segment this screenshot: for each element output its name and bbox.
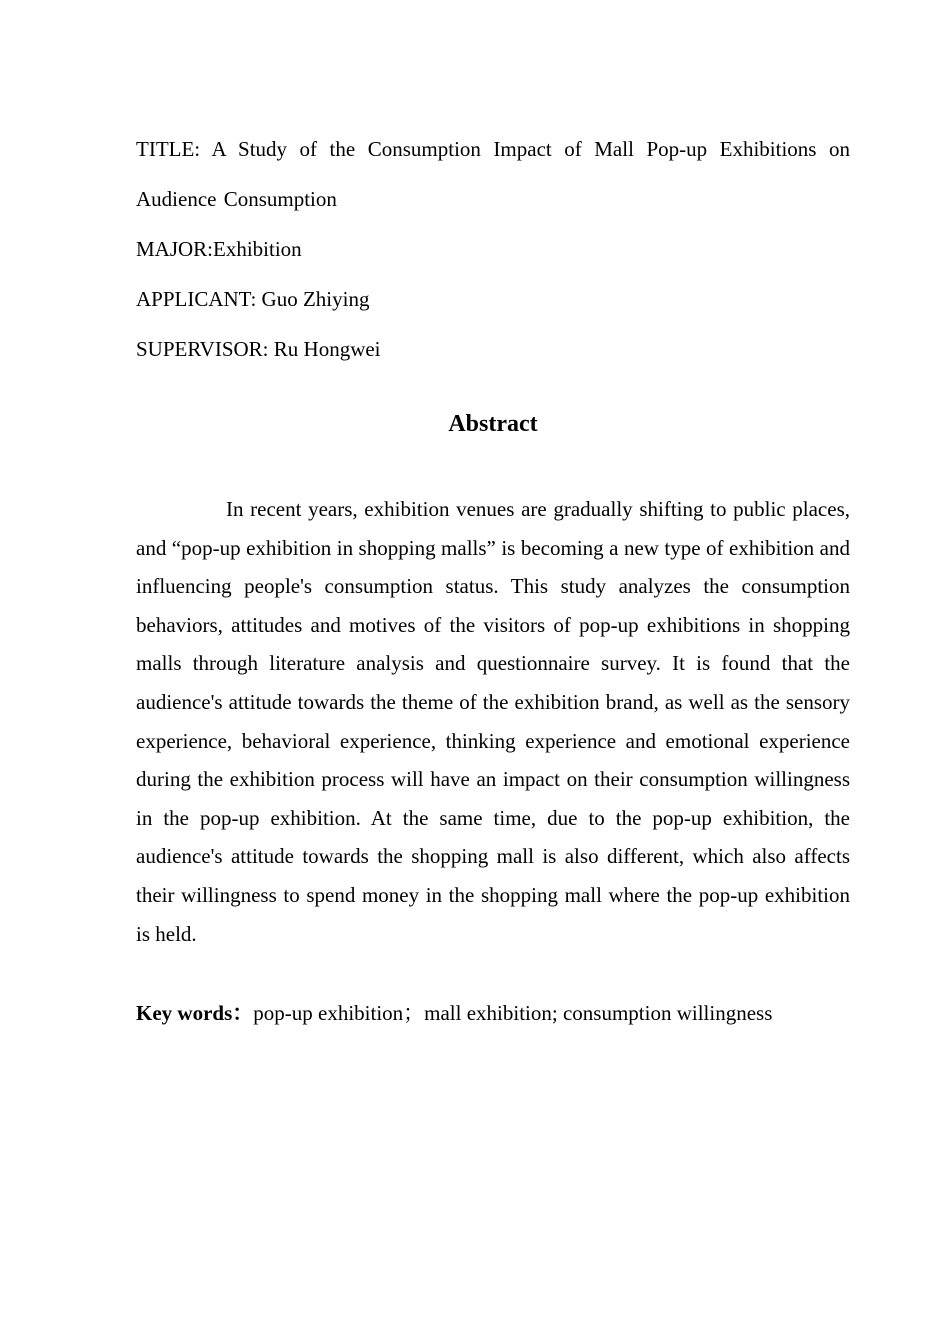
keywords-line — [136, 994, 850, 1032]
abstract-heading: Abstract — [448, 411, 538, 437]
keywords-label: Key words： — [136, 1001, 254, 1025]
keywords-text: pop-up exhibition；mall exhibition; consumption willingness — [253, 1001, 773, 1025]
thesis-applicant: APPLICANT: Guo Zhiying — [136, 287, 370, 311]
abstract-body: In recent years, exhibition venues are gradually shifting to public places, and “pop-up exhibition in shopping malls” is becoming a new type of exhibition and influencing people's consumption status. This study analyzes the consumption behaviors, attitudes and motives of the visitors of pop-up exhibitions in shopping malls through literature analysis and questionnaire survey. It is found that the audience's attitude towards the theme of the exhibition brand, as well as the sensory experience, behavioral experience, thinking experience and emotional experience during the exhibition process will have an impact on their consumption willingness in the pop-up exhibition. At the same time, due to the pop-up exhibition, the audience's attitude towards the shopping mall is also different, which also affects their willingness to spend money in the shopping mall where the pop-up exhibition is held. — [136, 497, 850, 946]
thesis-supervisor: SUPERVISOR: Ru Hongwei — [136, 337, 381, 361]
thesis-title: TITLE: A Study of the Consumption Impact of Mall Pop-up Exhibitions on Audience Consumption — [136, 137, 850, 211]
thesis-metadata — [136, 124, 850, 374]
thesis-major: MAJOR:Exhibition — [136, 237, 302, 261]
